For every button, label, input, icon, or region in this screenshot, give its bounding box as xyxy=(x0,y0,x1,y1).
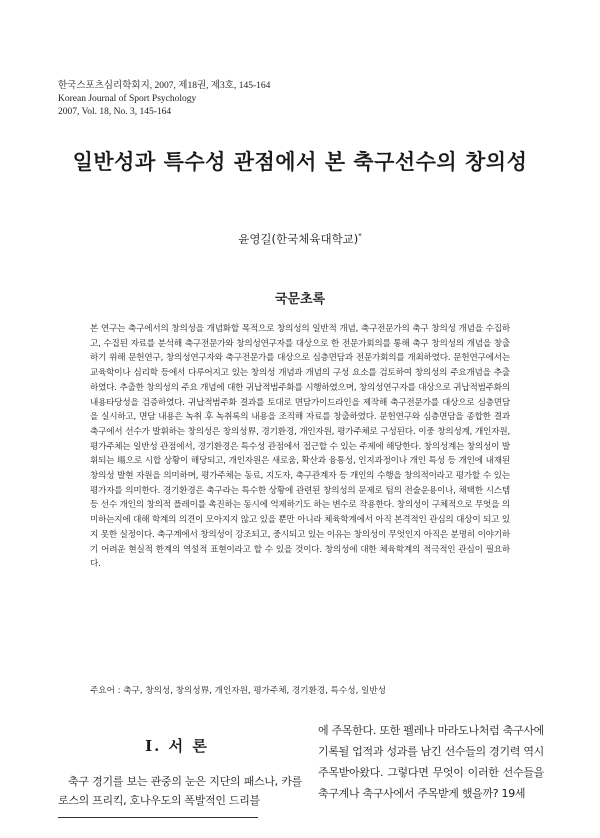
abstract-body xyxy=(90,322,510,572)
journal-header xyxy=(58,80,270,119)
section-heading-introduction: I. 서 론 xyxy=(145,737,209,755)
intro-paragraph-right: 에 주목한다. 또한 펠레나 마라도나처럼 축구사에 기록될 업적과 성과를 남긴 선수들의 경기력 역시 주목받아왔다. 그렇다면 무엇이 이러한 선수들을 축구계나 축구사에서 주목받게 했을까? 19세 xyxy=(318,724,544,800)
paper-title: 일반성과 특수성 관점에서 본 축구선수의 창의성 xyxy=(72,149,528,174)
keywords: 주요어 : 축구, 창의성, 창의성界, 개인자원, 평가주체, 경기환경, 특수성, 일반성 xyxy=(90,686,386,696)
body-column-right xyxy=(318,720,544,804)
author-footnote-mark: * xyxy=(358,232,362,241)
author-line xyxy=(0,231,600,247)
author-name: 윤영길(한국체육대학교) xyxy=(238,232,359,246)
abstract-heading: 국문초록 xyxy=(274,292,326,307)
journal-header-volume: 2007, Vol. 18, No. 3, 145-164 xyxy=(58,107,172,117)
journal-header-korean: 한국스포츠심리학회지, 2007, 제18권, 제3호, 145-164 xyxy=(58,81,271,91)
footnote-divider xyxy=(58,817,258,818)
abstract-paragraph: 본 연구는 축구에서의 창의성을 개념화할 목적으로 창의성의 일반적 개념, 축구전문가의 축구 창의성 개념을 수집하고, 수집된 자료를 분석해 축구전문가와 창의성연구자를 대상으로 한 전문가회의를 통해 축구 창의성의 개념을 창출하기 위해 문헌연구, 창의성연구자와 축구전문가를 대상으로 심층면담과 전문가회의를 개최하였다. 문헌연구에서는 교육학이나 심리학 등에서 다루어지고 있는 창의성 개념과 개념의 구성 요소를 검토하여 창의성의 주요개념을 추출하였다. 추출한 창의성의 주요 개념에 대한 귀납적범주화를 시행하였으며, 창의성연구자를 대상으로 귀납적범주화의 내용타당성을 검증하였다. 귀납적범주화 결과를 토대로 면담가이드라인을 제작해 축구전문가를 대상으로 심층면담을 실시하고, 면담 내용은 녹취 후 녹취록의 내용을 조직해 자료를 창출하였다. 문헌연구와 심층면담을 종합한 결과 축구에서 선수가 발휘하는 창의성은 창의성界, 경기환경, 개인자원, 평가주체로 구성된다. 이중 창의성계, 개인자원, 평가주체는 일반성 관점에서, 경기환경은 특수성 관점에서 접근할 수 있는 주제에 해당한다. 창의성계는 창의성이 발휘되는 場으로 시합 상황이 해당되고, 개인자원은 새로움, 확산과 융통성, 인지과정이나 개인 특성 등 개인에 내재된 창의성 발현 자원을 의미하며, 평가주체는 동료, 지도자, 축구관계자 등 개인의 수행을 창의적이라고 평가할 수 있는 평가자를 의미한다. 경기환경은 축구라는 특수한 상황에 관련된 창의성의 문제로 팀의 전술운용이나, 채택한 시스템 등 선수 개인의 창의적 플레이를 촉진하는 동시에 억제하기도 하는 변수로 작용한다. 창의성이 구체적으로 무엇을 의미하는지에 대해 학계의 의견이 모아지지 않고 있을 뿐만 아니라 체육학계에서 아직 본격적인 관심의 대상이 되고 있지 못한 실정이다. 축구계에서 창의성이 강조되고, 중시되고 있는 이유는 창의성이 무엇인지 아직은 분명히 이야기하기 어려운 현실적 한계의 역설적 표현이라고 할 수 있을 것이다. 창의성에 대한 체육학계의 적극적인 관심이 필요하다. xyxy=(90,324,510,570)
body-column-left xyxy=(58,772,302,810)
intro-paragraph-left: 축구 경기를 보는 관중의 눈은 지단의 패스나, 카를로스의 프리킥, 호나우도의 폭발적인 드리블 xyxy=(58,775,302,807)
journal-header-english: Korean Journal of Sport Psychology xyxy=(58,94,197,104)
